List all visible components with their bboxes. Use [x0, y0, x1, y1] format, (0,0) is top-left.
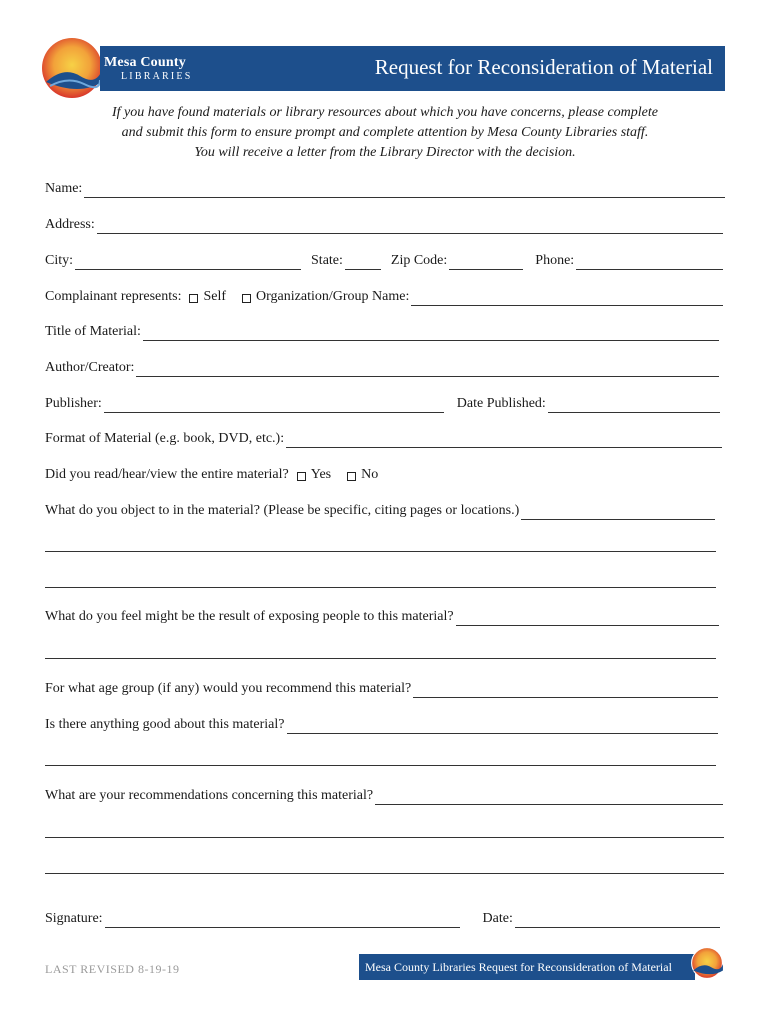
- organization-checkbox[interactable]: [242, 294, 251, 303]
- recommendations-extra-line-1[interactable]: [45, 837, 724, 838]
- brand-subtitle: LIBRARIES: [121, 71, 193, 82]
- signature-row: [45, 910, 720, 928]
- format-row: [45, 430, 722, 448]
- address-field[interactable]: [97, 219, 723, 234]
- result-extra-line[interactable]: [45, 658, 716, 659]
- title-row: [45, 323, 719, 341]
- date-published-field[interactable]: [548, 398, 720, 413]
- no-checkbox[interactable]: [347, 472, 356, 481]
- age-group-row: [45, 680, 718, 698]
- name-field[interactable]: [84, 183, 725, 198]
- good-label: Is there anything good about this material?: [45, 717, 285, 732]
- author-field[interactable]: [136, 362, 719, 377]
- mesa-county-libraries-logo-icon: [40, 36, 104, 100]
- title-of-material-field[interactable]: [143, 326, 719, 341]
- title-of-material-label: Title of Material:: [45, 324, 141, 339]
- intro-line-2: and submit this form to ensure prompt and complete attention by Mesa County Libraries staff.: [121, 125, 649, 140]
- address-row: [45, 216, 723, 234]
- state-label: State:: [311, 253, 343, 268]
- read-entire-row: [45, 466, 378, 484]
- author-row: [45, 359, 719, 377]
- author-label: Author/Creator:: [45, 360, 135, 375]
- name-row: [45, 180, 725, 198]
- page-title: Request for Reconsideration of Material: [374, 55, 713, 79]
- phone-label: Phone:: [535, 253, 575, 268]
- format-field[interactable]: [286, 433, 722, 448]
- brand-name: Mesa County: [104, 55, 186, 70]
- footer-logo-icon: [690, 946, 724, 980]
- state-field[interactable]: [345, 255, 381, 270]
- read-entire-label: Did you read/hear/view the entire material?: [45, 467, 289, 482]
- recommendations-field[interactable]: [375, 790, 723, 805]
- date-field[interactable]: [515, 913, 720, 928]
- date-published-label: Date Published:: [456, 396, 546, 411]
- publisher-label: Publisher:: [45, 396, 102, 411]
- complainant-label: Complainant represents:: [45, 289, 182, 304]
- organization-name-field[interactable]: [411, 291, 723, 306]
- object-extra-line-2[interactable]: [45, 587, 716, 588]
- age-group-field[interactable]: [413, 683, 718, 698]
- footer-banner-text: Mesa County Libraries Request for Reconsideration of Material: [365, 960, 672, 974]
- recommendations-row: [45, 787, 723, 805]
- age-group-label: For what age group (if any) would you recommend this material?: [45, 681, 412, 696]
- zip-label: Zip Code:: [390, 253, 448, 268]
- good-field[interactable]: [287, 719, 719, 734]
- result-field[interactable]: [456, 611, 719, 626]
- recommendations-label: What are your recommendations concerning this material?: [45, 788, 374, 803]
- object-label: What do you object to in the material? (Please be specific, citing pages or locations.): [45, 503, 520, 518]
- publisher-row: [45, 395, 720, 413]
- object-row: [45, 502, 715, 520]
- city-field[interactable]: [75, 255, 301, 270]
- complainant-row: [45, 288, 723, 306]
- intro-line-1: If you have found materials or library resources about which you have concerns, please complete: [111, 105, 658, 120]
- name-label: Name:: [45, 181, 83, 196]
- organization-option-label: Organization/Group Name:: [256, 289, 410, 304]
- result-label: What do you feel might be the result of exposing people to this material?: [45, 609, 454, 624]
- publisher-field[interactable]: [104, 398, 444, 413]
- last-revised-text: LAST REVISED 8-19-19: [45, 962, 180, 976]
- recommendations-extra-line-2[interactable]: [45, 873, 724, 874]
- good-row: [45, 716, 718, 734]
- object-extra-line-1[interactable]: [45, 551, 716, 552]
- city-state-zip-phone-row: [45, 252, 723, 270]
- phone-field[interactable]: [576, 255, 723, 270]
- yes-option-label: Yes: [310, 467, 332, 482]
- address-label: Address:: [45, 217, 95, 232]
- zip-field[interactable]: [449, 255, 523, 270]
- signature-label: Signature:: [45, 911, 103, 926]
- result-row: [45, 608, 719, 626]
- good-extra-line[interactable]: [45, 765, 716, 766]
- signature-field[interactable]: [105, 913, 460, 928]
- self-option-label: Self: [203, 289, 227, 304]
- yes-checkbox[interactable]: [297, 472, 306, 481]
- self-checkbox[interactable]: [189, 294, 198, 303]
- intro-line-3: You will receive a letter from the Library Director with the decision.: [194, 145, 576, 160]
- object-field[interactable]: [521, 505, 715, 520]
- no-option-label: No: [361, 467, 379, 482]
- city-label: City:: [45, 253, 74, 268]
- format-label: Format of Material (e.g. book, DVD, etc.):: [45, 431, 285, 446]
- date-label: Date:: [482, 911, 513, 926]
